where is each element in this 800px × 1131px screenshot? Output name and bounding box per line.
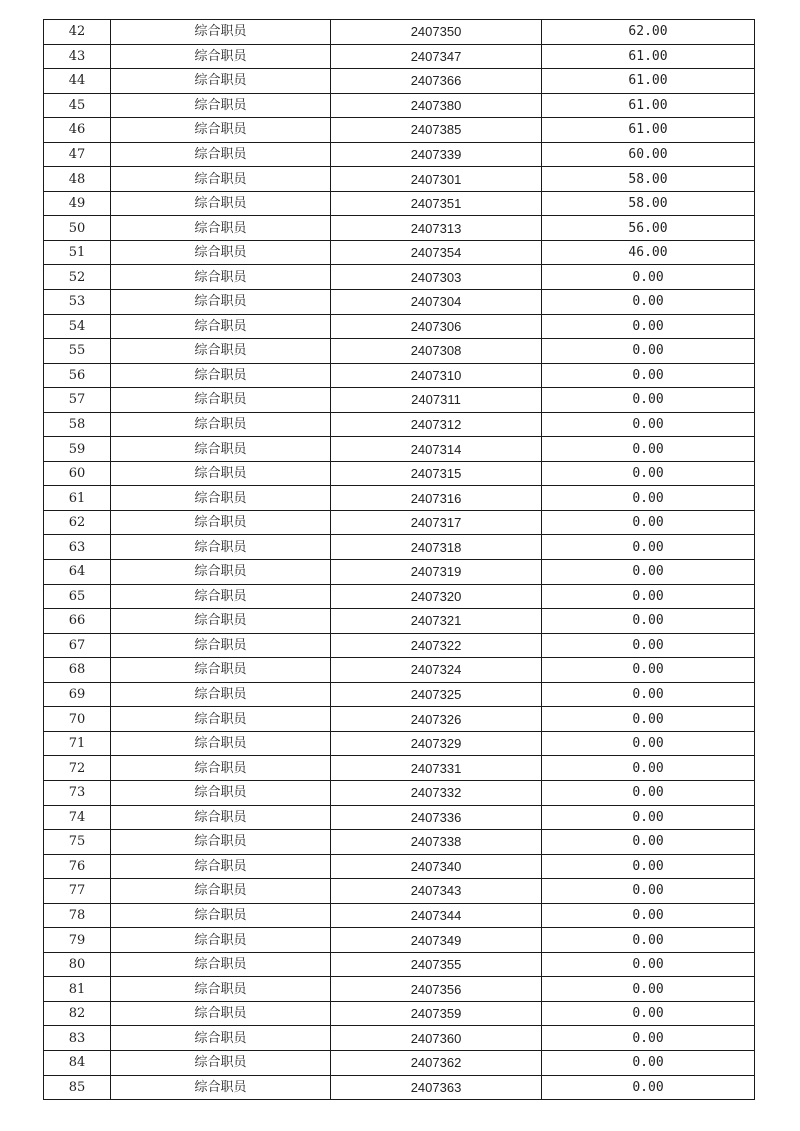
table-row: [44, 118, 755, 143]
table-row: [44, 903, 755, 928]
table-row: [44, 560, 755, 585]
position-cell: 综合职员: [111, 191, 331, 216]
score-cell: 0.00: [542, 314, 755, 339]
rank-cell: 61: [44, 486, 111, 511]
position-cell: 综合职员: [111, 633, 331, 658]
score-cell: 0.00: [542, 265, 755, 290]
rank-cell: 62: [44, 510, 111, 535]
position-cell: 综合职员: [111, 240, 331, 265]
rank-cell: 63: [44, 535, 111, 560]
score-cell: 0.00: [542, 879, 755, 904]
rank-cell: 83: [44, 1026, 111, 1051]
position-cell: 综合职员: [111, 1050, 331, 1075]
table-row: [44, 437, 755, 462]
position-cell: 综合职员: [111, 830, 331, 855]
exam-id-cell: 2407343: [331, 879, 542, 904]
score-cell: 60.00: [542, 142, 755, 167]
exam-id-cell: 2407321: [331, 609, 542, 634]
rank-cell: 49: [44, 191, 111, 216]
table-row: [44, 93, 755, 118]
rank-cell: 66: [44, 609, 111, 634]
position-cell: 综合职员: [111, 952, 331, 977]
rank-cell: 78: [44, 903, 111, 928]
position-cell: 综合职员: [111, 437, 331, 462]
rank-cell: 44: [44, 69, 111, 94]
score-cell: 0.00: [542, 731, 755, 756]
table-row: [44, 756, 755, 781]
exam-id-cell: 2407340: [331, 854, 542, 879]
score-cell: 0.00: [542, 1001, 755, 1026]
table-row: [44, 69, 755, 94]
score-cell: 0.00: [542, 1075, 755, 1100]
rank-cell: 72: [44, 756, 111, 781]
exam-id-cell: 2407312: [331, 412, 542, 437]
exam-id-cell: 2407331: [331, 756, 542, 781]
score-cell: 56.00: [542, 216, 755, 241]
position-cell: 综合职员: [111, 20, 331, 45]
position-cell: 综合职员: [111, 609, 331, 634]
exam-id-cell: 2407380: [331, 93, 542, 118]
score-cell: 0.00: [542, 805, 755, 830]
exam-id-cell: 2407301: [331, 167, 542, 192]
rank-cell: 54: [44, 314, 111, 339]
position-cell: 综合职员: [111, 314, 331, 339]
rank-cell: 51: [44, 240, 111, 265]
rank-cell: 84: [44, 1050, 111, 1075]
table-row: [44, 780, 755, 805]
score-cell: 0.00: [542, 486, 755, 511]
rank-cell: 50: [44, 216, 111, 241]
position-cell: 综合职员: [111, 928, 331, 953]
exam-id-cell: 2407344: [331, 903, 542, 928]
rank-cell: 71: [44, 731, 111, 756]
exam-id-cell: 2407385: [331, 118, 542, 143]
exam-id-cell: 2407350: [331, 20, 542, 45]
score-cell: 0.00: [542, 388, 755, 413]
table-row: [44, 191, 755, 216]
score-cell: 0.00: [542, 854, 755, 879]
exam-id-cell: 2407319: [331, 560, 542, 585]
exam-id-cell: 2407339: [331, 142, 542, 167]
rank-cell: 81: [44, 977, 111, 1002]
exam-id-cell: 2407360: [331, 1026, 542, 1051]
table-row: [44, 682, 755, 707]
score-table: [43, 19, 755, 1100]
exam-id-cell: 2407316: [331, 486, 542, 511]
position-cell: 综合职员: [111, 461, 331, 486]
score-cell: 0.00: [542, 461, 755, 486]
position-cell: 综合职员: [111, 731, 331, 756]
table-row: [44, 658, 755, 683]
score-cell: 0.00: [542, 609, 755, 634]
score-cell: 0.00: [542, 339, 755, 364]
score-cell: 0.00: [542, 412, 755, 437]
exam-id-cell: 2407347: [331, 44, 542, 69]
position-cell: 综合职员: [111, 1075, 331, 1100]
position-cell: 综合职员: [111, 412, 331, 437]
rank-cell: 53: [44, 290, 111, 315]
table-row: [44, 830, 755, 855]
position-cell: 综合职员: [111, 977, 331, 1002]
exam-id-cell: 2407306: [331, 314, 542, 339]
score-cell: 0.00: [542, 1050, 755, 1075]
rank-cell: 46: [44, 118, 111, 143]
table-row: [44, 167, 755, 192]
exam-id-cell: 2407313: [331, 216, 542, 241]
table-row: [44, 142, 755, 167]
position-cell: 综合职员: [111, 903, 331, 928]
position-cell: 综合职员: [111, 682, 331, 707]
position-cell: 综合职员: [111, 93, 331, 118]
position-cell: 综合职员: [111, 69, 331, 94]
score-cell: 0.00: [542, 510, 755, 535]
exam-id-cell: 2407366: [331, 69, 542, 94]
exam-id-cell: 2407362: [331, 1050, 542, 1075]
table-row: [44, 584, 755, 609]
table-row: [44, 879, 755, 904]
rank-cell: 60: [44, 461, 111, 486]
rank-cell: 67: [44, 633, 111, 658]
rank-cell: 65: [44, 584, 111, 609]
position-cell: 综合职员: [111, 1026, 331, 1051]
score-cell: 0.00: [542, 363, 755, 388]
table-row: [44, 707, 755, 732]
table-row: [44, 805, 755, 830]
position-cell: 综合职员: [111, 290, 331, 315]
table-row: [44, 265, 755, 290]
rank-cell: 47: [44, 142, 111, 167]
exam-id-cell: 2407351: [331, 191, 542, 216]
rank-cell: 52: [44, 265, 111, 290]
score-cell: 0.00: [542, 1026, 755, 1051]
score-cell: 61.00: [542, 93, 755, 118]
rank-cell: 70: [44, 707, 111, 732]
position-cell: 综合职员: [111, 486, 331, 511]
table-row: [44, 44, 755, 69]
rank-cell: 75: [44, 830, 111, 855]
exam-id-cell: 2407314: [331, 437, 542, 462]
position-cell: 综合职员: [111, 1001, 331, 1026]
score-cell: 0.00: [542, 780, 755, 805]
table-row: [44, 240, 755, 265]
rank-cell: 64: [44, 560, 111, 585]
score-cell: 58.00: [542, 167, 755, 192]
position-cell: 综合职员: [111, 560, 331, 585]
table-row: [44, 216, 755, 241]
score-cell: 46.00: [542, 240, 755, 265]
exam-id-cell: 2407329: [331, 731, 542, 756]
table-row: [44, 854, 755, 879]
rank-cell: 55: [44, 339, 111, 364]
score-table-body: [44, 20, 755, 1100]
score-cell: 0.00: [542, 633, 755, 658]
score-cell: 58.00: [542, 191, 755, 216]
exam-id-cell: 2407359: [331, 1001, 542, 1026]
exam-id-cell: 2407325: [331, 682, 542, 707]
exam-id-cell: 2407311: [331, 388, 542, 413]
table-row: [44, 609, 755, 634]
score-cell: 0.00: [542, 560, 755, 585]
rank-cell: 42: [44, 20, 111, 45]
score-cell: 0.00: [542, 437, 755, 462]
exam-id-cell: 2407322: [331, 633, 542, 658]
rank-cell: 77: [44, 879, 111, 904]
position-cell: 综合职员: [111, 265, 331, 290]
table-row: [44, 1075, 755, 1100]
score-cell: 0.00: [542, 535, 755, 560]
score-cell: 61.00: [542, 118, 755, 143]
table-row: [44, 290, 755, 315]
exam-id-cell: 2407349: [331, 928, 542, 953]
score-cell: 0.00: [542, 928, 755, 953]
rank-cell: 48: [44, 167, 111, 192]
rank-cell: 68: [44, 658, 111, 683]
table-row: [44, 928, 755, 953]
score-cell: 0.00: [542, 952, 755, 977]
exam-id-cell: 2407326: [331, 707, 542, 732]
position-cell: 综合职员: [111, 142, 331, 167]
rank-cell: 85: [44, 1075, 111, 1100]
position-cell: 综合职员: [111, 805, 331, 830]
table-row: [44, 486, 755, 511]
rank-cell: 43: [44, 44, 111, 69]
position-cell: 综合职员: [111, 339, 331, 364]
rank-cell: 82: [44, 1001, 111, 1026]
table-row: [44, 1026, 755, 1051]
table-row: [44, 510, 755, 535]
exam-id-cell: 2407310: [331, 363, 542, 388]
rank-cell: 80: [44, 952, 111, 977]
table-row: [44, 461, 755, 486]
rank-cell: 59: [44, 437, 111, 462]
position-cell: 综合职员: [111, 510, 331, 535]
rank-cell: 73: [44, 780, 111, 805]
table-row: [44, 314, 755, 339]
exam-id-cell: 2407308: [331, 339, 542, 364]
rank-cell: 56: [44, 363, 111, 388]
position-cell: 综合职员: [111, 167, 331, 192]
table-row: [44, 412, 755, 437]
table-row: [44, 535, 755, 560]
table-row: [44, 731, 755, 756]
rank-cell: 45: [44, 93, 111, 118]
score-cell: 0.00: [542, 658, 755, 683]
position-cell: 综合职员: [111, 707, 331, 732]
position-cell: 综合职员: [111, 756, 331, 781]
score-cell: 0.00: [542, 903, 755, 928]
position-cell: 综合职员: [111, 854, 331, 879]
score-cell: 61.00: [542, 44, 755, 69]
rank-cell: 79: [44, 928, 111, 953]
table-row: [44, 952, 755, 977]
position-cell: 综合职员: [111, 879, 331, 904]
exam-id-cell: 2407317: [331, 510, 542, 535]
score-cell: 0.00: [542, 830, 755, 855]
position-cell: 综合职员: [111, 118, 331, 143]
table-row: [44, 1050, 755, 1075]
rank-cell: 58: [44, 412, 111, 437]
exam-id-cell: 2407304: [331, 290, 542, 315]
table-row: [44, 339, 755, 364]
score-cell: 0.00: [542, 290, 755, 315]
rank-cell: 69: [44, 682, 111, 707]
table-row: [44, 20, 755, 45]
exam-id-cell: 2407355: [331, 952, 542, 977]
position-cell: 综合职员: [111, 363, 331, 388]
table-row: [44, 1001, 755, 1026]
exam-id-cell: 2407320: [331, 584, 542, 609]
score-cell: 0.00: [542, 756, 755, 781]
score-cell: 0.00: [542, 707, 755, 732]
exam-id-cell: 2407318: [331, 535, 542, 560]
score-cell: 61.00: [542, 69, 755, 94]
position-cell: 综合职员: [111, 584, 331, 609]
table-row: [44, 633, 755, 658]
exam-id-cell: 2407338: [331, 830, 542, 855]
score-cell: 0.00: [542, 977, 755, 1002]
table-row: [44, 363, 755, 388]
exam-id-cell: 2407315: [331, 461, 542, 486]
position-cell: 综合职员: [111, 658, 331, 683]
exam-id-cell: 2407354: [331, 240, 542, 265]
score-cell: 0.00: [542, 584, 755, 609]
score-cell: 0.00: [542, 682, 755, 707]
position-cell: 综合职员: [111, 216, 331, 241]
table-row: [44, 977, 755, 1002]
table-row: [44, 388, 755, 413]
score-cell: 62.00: [542, 20, 755, 45]
exam-id-cell: 2407324: [331, 658, 542, 683]
position-cell: 综合职员: [111, 388, 331, 413]
exam-id-cell: 2407303: [331, 265, 542, 290]
rank-cell: 57: [44, 388, 111, 413]
exam-id-cell: 2407356: [331, 977, 542, 1002]
exam-id-cell: 2407332: [331, 780, 542, 805]
position-cell: 综合职员: [111, 44, 331, 69]
position-cell: 综合职员: [111, 780, 331, 805]
exam-id-cell: 2407363: [331, 1075, 542, 1100]
position-cell: 综合职员: [111, 535, 331, 560]
rank-cell: 76: [44, 854, 111, 879]
exam-id-cell: 2407336: [331, 805, 542, 830]
rank-cell: 74: [44, 805, 111, 830]
